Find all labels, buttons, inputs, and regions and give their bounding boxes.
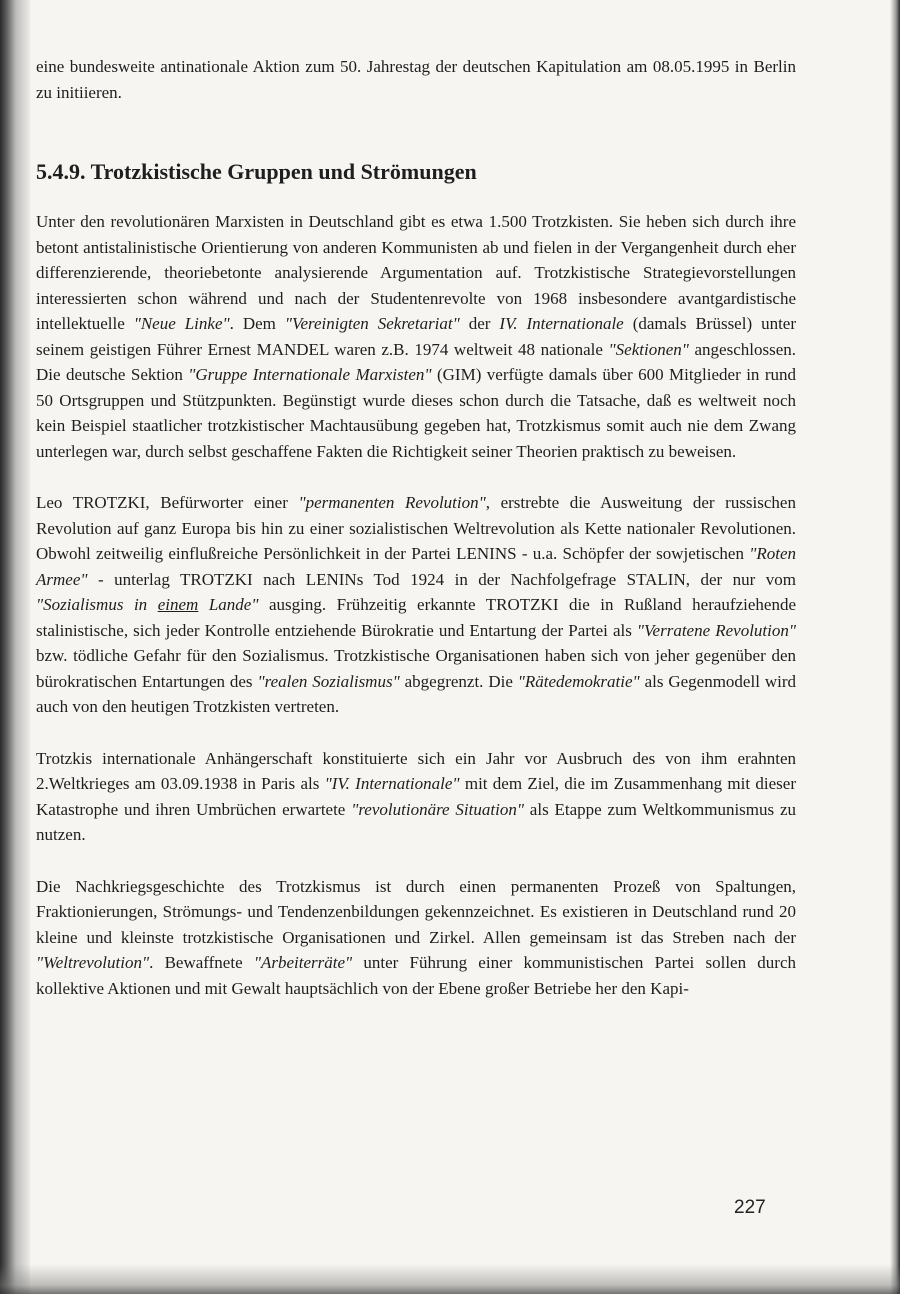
text-run: ausging. Frühzeitig erkannte TROTZKI die in Rußland heraufziehende stalinistische, sich jeder Kontrolle entziehende Bürokratie und Entartung der Partei als <box>36 595 796 640</box>
text-run: bzw. tödliche Gefahr für den Sozialismus. Trotzkistische Organisationen haben sich von jeher gegenüber den bürokratischen Entartungen des <box>36 646 796 691</box>
text-run: Trotzkis internationale Anhängerschaft konstituierte sich ein Jahr vor Ausbruch des von ihm erahnten 2.Weltkrieges am 03.09.1938 in Paris als <box>36 748 796 793</box>
italic-term: "Vereinigten Sekretariat" <box>284 314 460 333</box>
text-run: abgegrenzt. Die <box>399 671 518 691</box>
text-run: mit dem Ziel, die im Zusammenhang mit dieser Katastrophe und ihren Umbrüchen erwartete <box>36 774 796 819</box>
italic-term: "Neue Linke" <box>133 314 230 333</box>
text-run: . Bewaffnete <box>149 953 254 972</box>
page-number: 227 <box>734 1197 766 1218</box>
intro-paragraph <box>36 54 796 105</box>
text-run: Unter den revolutionären Marxisten in Deutschland gibt es etwa 1.500 Trotzkisten. Sie heben sich durch ihre betont antistalinistische Orientierung von anderen Kommunisten ab und fielen in der Vergangenheit durch eher differenzierende, theoriebetonte analysierende Argumentation auf. Trotzkistische Strategievorstellungen interessierten schon während und nach der Studentenrevolte von 1968 insbesondere avantgardistische intellektuelle <box>36 212 796 333</box>
text-run: angeschlossen. Die deutsche Sektion <box>36 339 796 384</box>
paragraph-iv-internationale <box>36 746 796 848</box>
section-heading: 5.4.9. Trotzkistische Gruppen und Strömungen <box>36 159 477 184</box>
italic-term: "Gruppe Internationale Marxisten" <box>188 365 432 384</box>
italic-term <box>36 595 258 614</box>
underlined-term: einem <box>157 595 199 614</box>
italic-term: "Weltrevolution" <box>36 953 150 972</box>
text-run: der <box>459 314 500 333</box>
text-run: Die Nachkriegsgeschichte des Trotzkismus ist durch einen permanenten Prozeß von Spaltungen, Fraktionierungen, Strömungs- und Tendenzenbildungen gekennzeichnet. Es existieren in Deutschland rund 20 kleine und kleinste trotzkistische Organisationen und Zirkel. Allen gemeinsam ist das Streben nach der <box>36 876 796 947</box>
book-page <box>36 54 796 1027</box>
text-run: unter Führung einer kommunistischen Partei sollen durch kollektive Aktionen und mit Gewalt hauptsächlich von der Ebene großer Betriebe her den Kapi- <box>36 953 796 998</box>
paragraph-leo-trotzki <box>36 490 796 720</box>
italic-term: "Rätedemokratie" <box>517 671 640 691</box>
text-run: (GIM) verfügte damals über 600 Mitglieder in rund 50 Ortsgruppen und Stützpunkten. Begünstigt wurde dieses schon durch die Tatsache, daß es weltweit noch kein Beispiel staatlicher trotzkistischer Machtausübung gegeben hat, Trotzkismus somit auch nie dem Zwang unterlegen war, durch selbst geschaffene Fakten die Richtigkeit seiner Theorien praktisch zu beweisen. <box>36 365 797 461</box>
italic-term: "revolutionäre Situation" <box>351 799 524 819</box>
text-run: Lande" <box>198 595 259 614</box>
paragraph-trotzkisten-overview <box>36 209 796 464</box>
italic-term: "Arbeiterräte" <box>253 953 353 972</box>
text-run: Leo TROTZKI, Befürworter einer <box>36 493 299 512</box>
page-edge-shadow <box>890 0 900 1294</box>
page-bottom-shadow <box>0 1264 900 1294</box>
paragraph-nachkriegsgeschichte <box>36 874 796 1002</box>
book-gutter-shadow <box>0 0 30 1294</box>
text-run: , erstrebte die Ausweitung der russischen Revolution auf ganz Europa bis hin zu einer sozialistischen Weltrevolution als Kette nationaler Revolutionen. Obwohl zeitweilig einflußreiche Persönlichkeit in der Partei LENINS - u.a. Schöpfer der sowjetischen <box>36 493 796 563</box>
italic-term: "realen Sozialismus" <box>257 671 400 691</box>
intro-text: eine bundesweite antinationale Aktion zum 50. Jahrestag der deutschen Kapitulation am 08.05.1995 in Berlin zu initiieren. <box>36 57 796 102</box>
italic-term: "permanenten Revolution" <box>298 493 486 512</box>
italic-term: "Sektionen" <box>608 339 689 359</box>
text-run: . Dem <box>229 314 285 333</box>
italic-term: "IV. Internationale" <box>324 774 460 793</box>
text-run: (damals Brüssel) unter seinem geistigen Führer Ernest MANDEL waren z.B. 1974 weltweit 48 nationale <box>36 314 796 359</box>
text-run: als Gegenmodell wird auch von den heutigen Trotzkisten vertreten. <box>36 671 796 716</box>
italic-term: "Roten Armee" <box>36 544 796 589</box>
italic-term: IV. Internationale <box>499 314 624 333</box>
text-run: - unterlag TROTZKI nach LENINs Tod 1924 in der Nachfolgefrage STALIN, der nur vom <box>87 569 796 589</box>
italic-term: "Verratene Revolution" <box>636 620 796 640</box>
text-run: als Etappe zum Weltkommunismus zu nutzen. <box>36 799 796 844</box>
text-run: "Sozialismus in <box>36 595 158 614</box>
